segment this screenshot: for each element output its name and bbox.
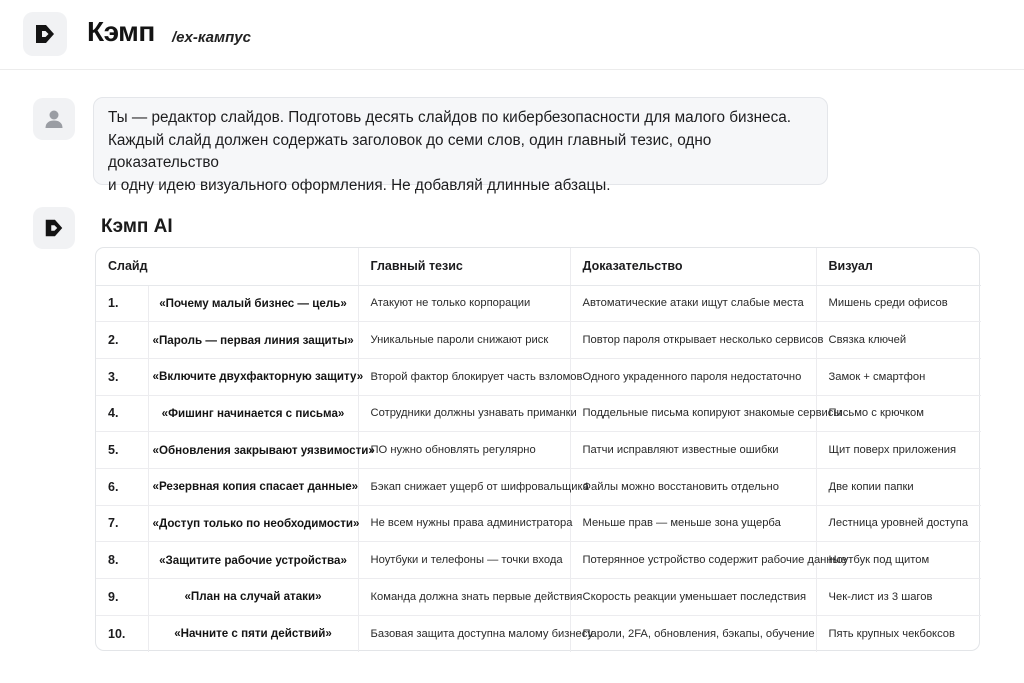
table-header-row <box>96 248 981 285</box>
slide-title: «Доступ только по необходимости» <box>148 505 358 542</box>
slide-number: 2. <box>96 322 148 359</box>
table-row <box>96 432 981 469</box>
slide-number: 10. <box>96 615 148 652</box>
slide-proof: Повтор пароля открывает несколько сервисов <box>570 322 816 359</box>
slide-thesis: Не всем нужны права администратора <box>358 505 570 542</box>
slide-title: «Начните с пяти действий» <box>148 615 358 652</box>
slide-visual: Мишень среди офисов <box>816 285 981 322</box>
slide-thesis: Уникальные пароли снижают риск <box>358 322 570 359</box>
slide-thesis: Второй фактор блокирует часть взломов <box>358 358 570 395</box>
slide-proof: Потерянное устройство содержит рабочие данные <box>570 542 816 579</box>
user-icon <box>43 108 65 130</box>
brand-logo[interactable] <box>23 12 67 56</box>
slide-visual: Щит поверх приложения <box>816 432 981 469</box>
user-avatar <box>33 98 75 140</box>
slide-number: 1. <box>96 285 148 322</box>
slide-thesis: Ноутбуки и телефоны — точки входа <box>358 542 570 579</box>
k-logo-icon <box>43 217 65 239</box>
slide-title: «План на случай атаки» <box>148 579 358 616</box>
slide-thesis: Сотрудники должны узнавать приманки <box>358 395 570 432</box>
slide-title: «Фишинг начинается с письма» <box>148 395 358 432</box>
brand-name: Кэмп <box>87 16 155 47</box>
slide-proof: Патчи исправляют известные ошибки <box>570 432 816 469</box>
table-row <box>96 505 981 542</box>
slide-title: «Пароль — первая линия защиты» <box>148 322 358 359</box>
slide-proof: Пароли, 2FA, обновления, бэкапы, обучение <box>570 615 816 652</box>
slide-thesis: Бэкап снижает ущерб от шифровальщика <box>358 468 570 505</box>
slide-thesis: ПО нужно обновлять регулярно <box>358 432 570 469</box>
app-header <box>0 0 1024 70</box>
ai-assistant-name: Кэмп AI <box>101 216 173 237</box>
table-row <box>96 579 981 616</box>
slide-proof: Скорость реакции уменьшает последствия <box>570 579 816 616</box>
slide-title: «Включите двухфакторную защиту» <box>148 358 358 395</box>
user-message-text: Ты — редактор слайдов. Подготовь десять слайдов по кибербезопасности для малого бизнеса. Каждый слайд должен содержать заголовок до семи слов, один главный тезис, одно доказательство и одну идею визуального оформления. Не добавляй длинные абзацы. <box>108 109 791 194</box>
slide-visual: Чек-лист из 3 шагов <box>816 579 981 616</box>
slide-number: 4. <box>96 395 148 432</box>
slide-number: 5. <box>96 432 148 469</box>
slide-proof: Файлы можно восстановить отдельно <box>570 468 816 505</box>
slide-title: «Почему малый бизнес — цель» <box>148 285 358 322</box>
slide-visual: Пять крупных чекбоксов <box>828 627 955 640</box>
table-row <box>96 322 981 359</box>
slide-visual: Две копии папки <box>816 468 981 505</box>
slide-visual: Ноутбук под щитом <box>816 542 981 579</box>
header-visual: Визуал <box>816 248 981 285</box>
k-logo-icon <box>33 22 57 46</box>
header-thesis: Главный тезис <box>358 248 570 285</box>
ai-avatar <box>33 207 75 249</box>
table-row <box>96 542 981 579</box>
user-message-bubble <box>93 97 828 194</box>
table-row <box>96 395 981 432</box>
table-row <box>96 358 981 395</box>
slide-proof: Поддельные письма копируют знакомые сервисы <box>570 395 816 432</box>
slide-thesis: Команда должна знать первые действия <box>358 579 570 616</box>
slide-visual: Связка ключей <box>816 322 981 359</box>
table-row <box>96 468 981 505</box>
slide-visual: Письмо с крючком <box>816 395 981 432</box>
header-slide: Слайд <box>96 248 358 285</box>
slide-number: 9. <box>96 579 148 616</box>
table-row <box>96 615 981 652</box>
slide-number: 3. <box>96 358 148 395</box>
brand-subtitle: /ex-кампус <box>172 29 251 46</box>
slide-title: «Обновления закрывают уязвимости» <box>148 432 358 469</box>
slide-thesis: Атакуют не только корпорации <box>358 285 570 322</box>
slides-table <box>95 247 980 651</box>
slide-proof: Меньше прав — меньше зона ущерба <box>570 505 816 542</box>
slide-visual: Лестница уровней доступа <box>816 505 981 542</box>
table-row <box>96 285 981 322</box>
slide-visual: Замок + смартфон <box>816 358 981 395</box>
slide-title: «Защитите рабочие устройства» <box>148 542 358 579</box>
header-proof: Доказательство <box>570 248 816 285</box>
slide-proof: Одного украденного пароля недостаточно <box>570 358 816 395</box>
slide-number: 6. <box>96 468 148 505</box>
slide-number: 8. <box>96 542 148 579</box>
slide-number: 7. <box>96 505 148 542</box>
slide-proof: Автоматические атаки ищут слабые места <box>570 285 816 322</box>
slide-title: «Резервная копия спасает данные» <box>148 468 358 505</box>
slide-thesis: Базовая защита доступна малому бизнесу <box>358 615 570 652</box>
